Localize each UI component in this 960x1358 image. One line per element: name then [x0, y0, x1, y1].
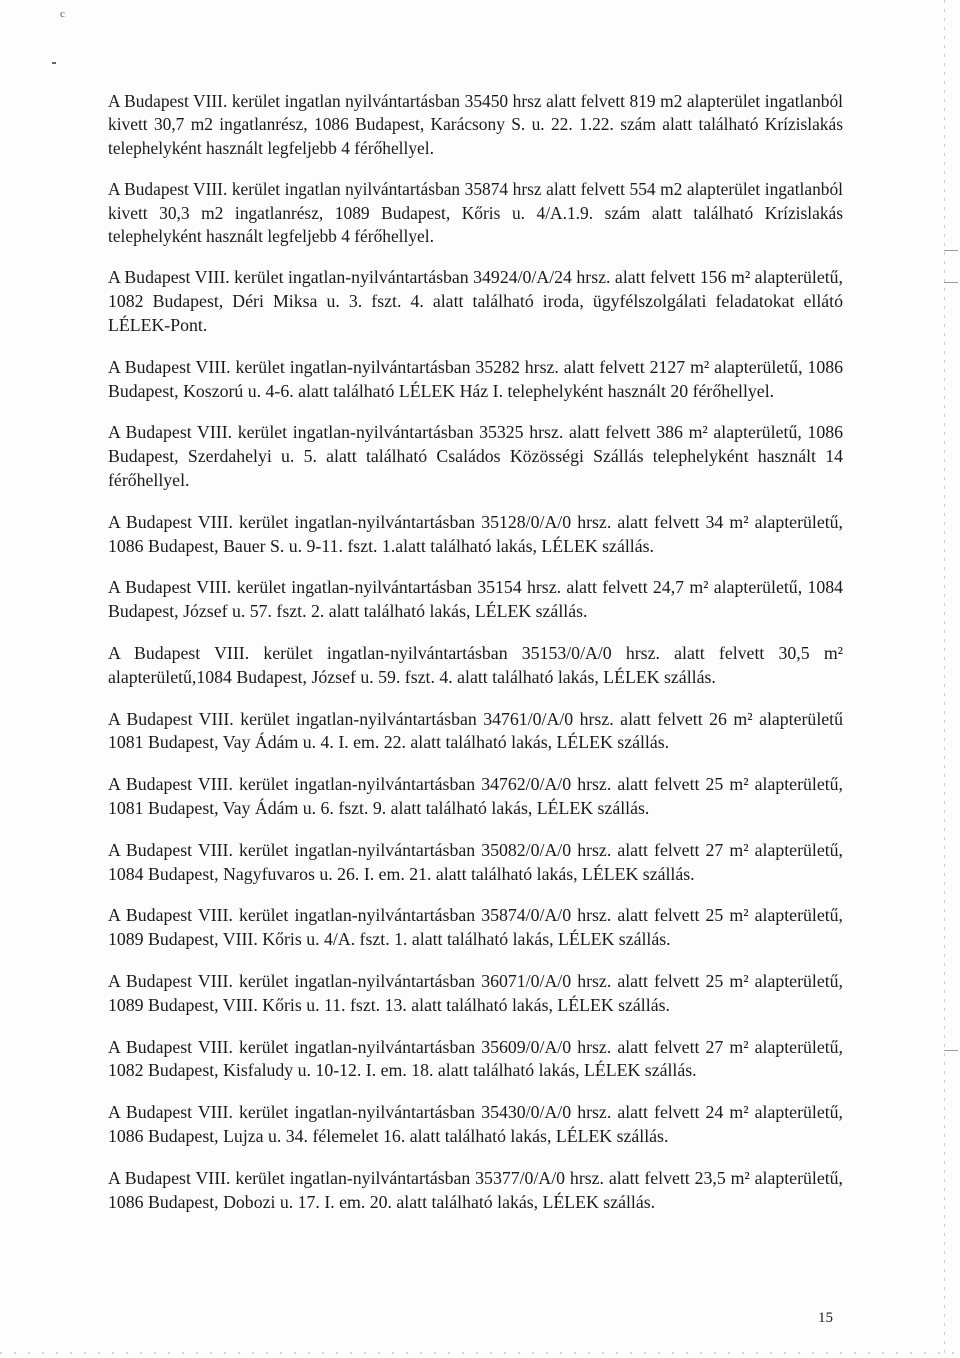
paragraph-vay-4-lakas: A Budapest VIII. kerület ingatlan-nyilvántartásban 34761/0/A/0 hrsz. alatt felvett 26 m² alapterületű 1081 Budapest, Vay Ádám u. 4. I. em. 22. alatt található lakás, LÉLEK szállás. [108, 708, 843, 753]
paragraph-lujza-lakas: A Budapest VIII. kerület ingatlan-nyilvántartásban 35430/0/A/0 hrsz. alatt felvett 24 m² alapterületű, 1086 Budapest, Lujza u. 34. félemelet 16. alatt található lakás, LÉLEK szállás. [108, 1102, 843, 1146]
paragraph-vay-6-lakas: A Budapest VIII. kerület ingatlan-nyilvántartásban 34762/0/A/0 hrsz. alatt felvett 25 m² alapterületű, 1081 Budapest, Vay Ádám u. 6. fszt. 9. alatt található lakás, LÉLEK szállás. [108, 774, 843, 818]
paragraph-jozsef-59-lakas: A Budapest VIII. kerület ingatlan-nyilvántartásban 35153/0/A/0 hrsz. alatt felvett 30,5 m² alapterületű,1084 Budapest, József u. 59. fszt. 4. alatt található lakás, LÉLEK szállás. [108, 643, 843, 687]
scan-edge-tick [944, 250, 958, 251]
scan-edge-line [944, 0, 945, 1358]
page-number: 15 [818, 1310, 833, 1326]
paragraph-nagyfuvaros-lakas: A Budapest VIII. kerület ingatlan-nyilvántartásban 35082/0/A/0 hrsz. alatt felvett 27 m² alapterületű, 1084 Budapest, Nagyfuvaros u. 26. I. em. 21. alatt található lakás, LÉLEK szállás. [108, 839, 843, 884]
scan-edge-tick [944, 1050, 958, 1051]
scan-corner-mark: c [60, 8, 65, 20]
paragraph-jozsef-57-lakas: A Budapest VIII. kerület ingatlan-nyilvántartásban 35154 hrsz. alatt felvett 24,7 m² alapterületű, 1084 Budapest, József u. 57. fszt. 2. alatt található lakás, LÉLEK szállás. [108, 577, 843, 622]
paragraph-lelek-haz: A Budapest VIII. kerület ingatlan-nyilvántartásban 35282 hrsz. alatt felvett 2127 m² alapterületű, 1086 Budapest, Koszorú u. 4-6. alatt található LÉLEK Ház I. telephelyként használt 20 férőhellyel. [108, 356, 843, 401]
paragraph-lelek-pont: A Budapest VIII. kerület ingatlan-nyilvántartásban 34924/0/A/24 hrsz. alatt felvett 156 m² alapterületű, 1082 Budapest, Déri Miksa u. 3. fszt. 4. alatt található iroda, ügyfélszolgálati feladatokat ellátó LÉLEK-Pont. [108, 267, 843, 336]
paragraph-dobozi-lakas: A Budapest VIII. kerület ingatlan-nyilvántartásban 35377/0/A/0 hrsz. alatt felvett 23,5 m² alapterületű, 1086 Budapest, Dobozi u. 17. I. em. 20. alatt található lakás, LÉLEK szállás. [108, 1167, 843, 1212]
scan-bottom-noise [0, 1352, 960, 1354]
paragraph-koris-4a-lakas: A Budapest VIII. kerület ingatlan-nyilvántartásban 35874/0/A/0 hrsz. alatt felvett 25 m² alapterületű, 1089 Budapest, VIII. Kőris u. 4/A. fszt. 1. alatt található lakás, LÉLEK szállás. [108, 905, 843, 950]
document-body [108, 90, 843, 1232]
scan-speck [52, 62, 56, 64]
paragraph-bauer-lakas: A Budapest VIII. kerület ingatlan-nyilvántartásban 35128/0/A/0 hrsz. alatt felvett 34 m² alapterületű, 1086 Budapest, Bauer S. u. 9-11. fszt. 1.alatt található lakás, LÉLEK szállás. [108, 511, 843, 556]
paragraph-koris-11-lakas: A Budapest VIII. kerület ingatlan-nyilvántartásban 36071/0/A/0 hrsz. alatt felvett 25 m² alapterületű, 1089 Budapest, VIII. Kőris u. 11. fszt. 13. alatt található lakás, LÉLEK szállás. [108, 970, 843, 1015]
paragraph-csalados-szallas: A Budapest VIII. kerület ingatlan-nyilvántartásban 35325 hrsz. alatt felvett 386 m² alapterületű, 1086 Budapest, Szerdahelyi u. 5. alatt található Családos Közösségi Szállás telephelyként használt 14 férőhellyel. [108, 422, 843, 491]
scan-edge-tick [944, 282, 958, 283]
paragraph-krizislakas-karacsony: A Budapest VIII. kerület ingatlan nyilvántartásban 35450 hrsz alatt felvett 819 m2 alapterület ingatlanból kivett 30,7 m2 ingatlanrész, 1086 Budapest, Karácsony S. u. 22. 1.22. szám alatt található Krízislakás telephelyként használt legfeljebb 4 férőhellyel. [108, 91, 843, 158]
paragraph-krizislakas-koris: A Budapest VIII. kerület ingatlan nyilvántartásban 35874 hrsz alatt felvett 554 m2 alapterület ingatlanból kivett 30,3 m2 ingatlanrész, 1089 Budapest, Kőris u. 4/A.1.9. szám alatt található Krízislakás telephelyként használt legfeljebb 4 férőhellyel. [108, 179, 843, 247]
paragraph-kisfaludy-lakas: A Budapest VIII. kerület ingatlan-nyilvántartásban 35609/0/A/0 hrsz. alatt felvett 27 m² alapterületű, 1082 Budapest, Kisfaludy u. 10-12. I. em. 18. alatt található lakás, LÉLEK szállás. [108, 1036, 843, 1081]
